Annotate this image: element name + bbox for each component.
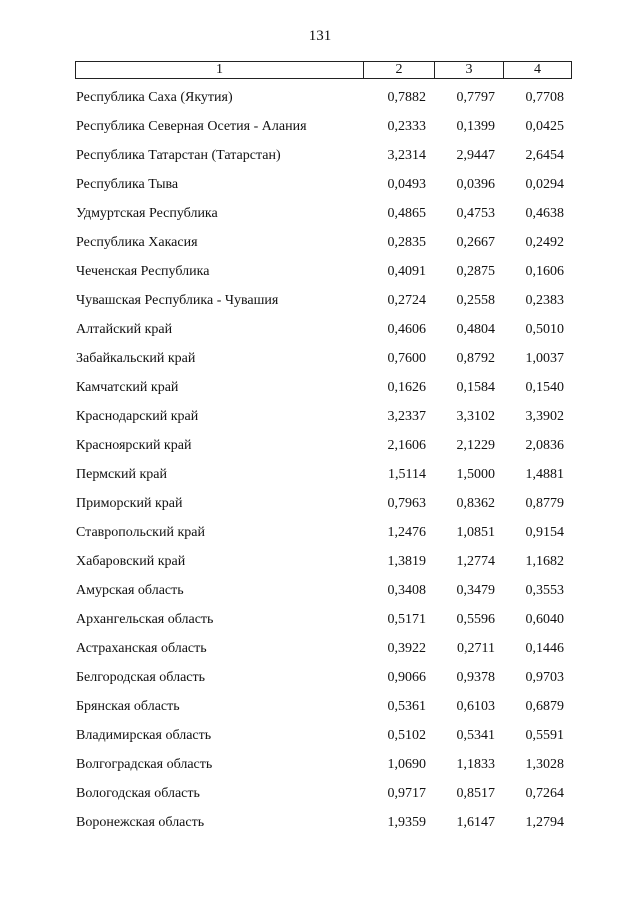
value-cell-col-2: 3,2337 [387, 409, 426, 424]
value-cell-col-4: 0,5591 [525, 728, 564, 743]
table-row [0, 170, 640, 199]
value-cell-col-2: 0,1626 [387, 380, 426, 395]
page-number: 131 [308, 28, 332, 44]
value-cell-col-2: 3,2314 [387, 148, 426, 163]
value-cell-col-4: 1,4881 [525, 467, 564, 482]
table-header [75, 61, 572, 79]
value-cell-col-3: 0,6103 [456, 699, 495, 714]
table-row [0, 373, 640, 402]
region-name: Ставропольский край [76, 525, 205, 540]
table-row [0, 141, 640, 170]
value-cell-col-3: 0,4753 [456, 206, 495, 221]
table-row [0, 431, 640, 460]
value-cell-col-4: 0,6879 [525, 699, 564, 714]
table-row [0, 750, 640, 779]
region-name: Республика Хакасия [76, 235, 198, 250]
value-cell-col-3: 0,3479 [456, 583, 495, 598]
table-row [0, 779, 640, 808]
value-cell-col-2: 0,3922 [387, 641, 426, 656]
value-cell-col-3: 0,0396 [456, 177, 495, 192]
value-cell-col-2: 0,7882 [387, 90, 426, 105]
region-name: Краснодарский край [76, 409, 199, 424]
value-cell-col-4: 0,3553 [525, 583, 564, 598]
value-cell-col-3: 0,4804 [456, 322, 495, 337]
value-cell-col-4: 0,0425 [525, 119, 564, 134]
value-cell-col-4: 0,0294 [525, 177, 564, 192]
region-name: Красноярский край [76, 438, 192, 453]
table-row [0, 344, 640, 373]
region-name: Владимирская область [76, 728, 212, 743]
value-cell-col-3: 0,2875 [456, 264, 495, 279]
value-cell-col-2: 0,4091 [387, 264, 426, 279]
region-name: Воронежская область [76, 815, 205, 830]
value-cell-col-2: 0,7963 [387, 496, 426, 511]
region-name: Республика Тыва [76, 177, 179, 192]
value-cell-col-2: 0,5171 [387, 612, 426, 627]
region-name: Архангельская область [76, 612, 214, 627]
region-name: Астраханская область [76, 641, 207, 656]
value-cell-col-2: 0,5102 [387, 728, 426, 743]
value-cell-col-4: 1,1682 [525, 554, 564, 569]
region-name: Вологодская область [76, 786, 200, 801]
value-cell-col-4: 0,8779 [525, 496, 564, 511]
value-cell-col-4: 0,1540 [525, 380, 564, 395]
region-name: Пермский край [76, 467, 167, 482]
table-row [0, 286, 640, 315]
value-cell-col-4: 0,7264 [525, 786, 564, 801]
value-cell-col-2: 0,4865 [387, 206, 426, 221]
table-row [0, 112, 640, 141]
table-body [0, 83, 640, 837]
value-cell-col-4: 1,2794 [525, 815, 564, 830]
value-cell-col-2: 1,3819 [387, 554, 426, 569]
region-name: Республика Северная Осетия - Алания [76, 119, 307, 134]
column-header-2: 2 [364, 62, 435, 78]
table-row [0, 808, 640, 837]
value-cell-col-4: 1,0037 [525, 351, 564, 366]
table-row [0, 605, 640, 634]
value-cell-col-3: 1,1833 [456, 757, 495, 772]
value-cell-col-4: 0,9703 [525, 670, 564, 685]
value-cell-col-2: 1,9359 [387, 815, 426, 830]
value-cell-col-3: 0,5596 [456, 612, 495, 627]
region-name: Камчатский край [76, 380, 179, 395]
value-cell-col-4: 0,2492 [525, 235, 564, 250]
value-cell-col-3: 0,5341 [456, 728, 495, 743]
value-cell-col-4: 0,1606 [525, 264, 564, 279]
value-cell-col-3: 0,9378 [456, 670, 495, 685]
value-cell-col-3: 1,5000 [456, 467, 495, 482]
value-cell-col-2: 0,2333 [387, 119, 426, 134]
table-row [0, 489, 640, 518]
value-cell-col-4: 0,9154 [525, 525, 564, 540]
table-row [0, 257, 640, 286]
value-cell-col-4: 0,7708 [525, 90, 564, 105]
value-cell-col-4: 1,3028 [525, 757, 564, 772]
region-name: Забайкальский край [76, 351, 196, 366]
value-cell-col-4: 3,3902 [525, 409, 564, 424]
region-name: Волгоградская область [76, 757, 213, 772]
value-cell-col-2: 0,4606 [387, 322, 426, 337]
value-cell-col-3: 0,8792 [456, 351, 495, 366]
value-cell-col-2: 0,3408 [387, 583, 426, 598]
region-name: Алтайский край [76, 322, 173, 337]
value-cell-col-2: 1,0690 [387, 757, 426, 772]
value-cell-col-2: 0,9066 [387, 670, 426, 685]
value-cell-col-4: 2,0836 [525, 438, 564, 453]
value-cell-col-3: 0,2711 [457, 641, 495, 656]
column-header-3: 3 [435, 62, 504, 78]
table-row [0, 83, 640, 112]
value-cell-col-3: 2,9447 [456, 148, 495, 163]
region-name: Удмуртская Республика [76, 206, 218, 221]
value-cell-col-3: 0,1399 [456, 119, 495, 134]
table-row [0, 547, 640, 576]
value-cell-col-4: 0,6040 [525, 612, 564, 627]
region-name: Республика Татарстан (Татарстан) [76, 148, 281, 163]
value-cell-col-2: 0,7600 [387, 351, 426, 366]
table-row [0, 228, 640, 257]
value-cell-col-2: 1,2476 [387, 525, 426, 540]
table-row [0, 663, 640, 692]
region-name: Хабаровский край [76, 554, 186, 569]
value-cell-col-3: 2,1229 [456, 438, 495, 453]
value-cell-col-2: 2,1606 [387, 438, 426, 453]
region-name: Амурская область [76, 583, 184, 598]
value-cell-col-4: 0,5010 [525, 322, 564, 337]
column-header-4: 4 [534, 62, 541, 77]
region-name: Брянская область [76, 699, 180, 714]
value-cell-col-3: 3,3102 [456, 409, 495, 424]
value-cell-col-3: 0,7797 [456, 90, 495, 105]
value-cell-col-2: 0,2724 [387, 293, 426, 308]
table-row [0, 721, 640, 750]
table-row [0, 460, 640, 489]
value-cell-col-2: 0,0493 [387, 177, 426, 192]
value-cell-col-3: 0,2558 [456, 293, 495, 308]
value-cell-col-4: 0,1446 [525, 641, 564, 656]
region-name: Белгородская область [76, 670, 206, 685]
table-row [0, 634, 640, 663]
table-row [0, 576, 640, 605]
region-name: Чеченская Республика [76, 264, 210, 279]
table-row [0, 402, 640, 431]
value-cell-col-4: 2,6454 [525, 148, 564, 163]
column-header-1: 1 [76, 62, 364, 78]
value-cell-col-2: 1,5114 [388, 467, 426, 482]
table-row [0, 315, 640, 344]
table-row [0, 199, 640, 228]
value-cell-col-3: 1,0851 [456, 525, 495, 540]
value-cell-col-4: 0,4638 [525, 206, 564, 221]
table-row [0, 518, 640, 547]
value-cell-col-3: 0,8517 [456, 786, 495, 801]
value-cell-col-3: 1,6147 [456, 815, 495, 830]
value-cell-col-2: 0,5361 [387, 699, 426, 714]
value-cell-col-2: 0,9717 [387, 786, 426, 801]
value-cell-col-3: 0,2667 [456, 235, 495, 250]
value-cell-col-3: 0,1584 [456, 380, 495, 395]
value-cell-col-2: 0,2835 [387, 235, 426, 250]
region-name: Республика Саха (Якутия) [76, 90, 233, 105]
value-cell-col-4: 0,2383 [525, 293, 564, 308]
value-cell-col-3: 1,2774 [456, 554, 495, 569]
region-name: Приморский край [76, 496, 183, 511]
value-cell-col-3: 0,8362 [456, 496, 495, 511]
table-row [0, 692, 640, 721]
region-name: Чувашская Республика - Чувашия [76, 293, 279, 308]
